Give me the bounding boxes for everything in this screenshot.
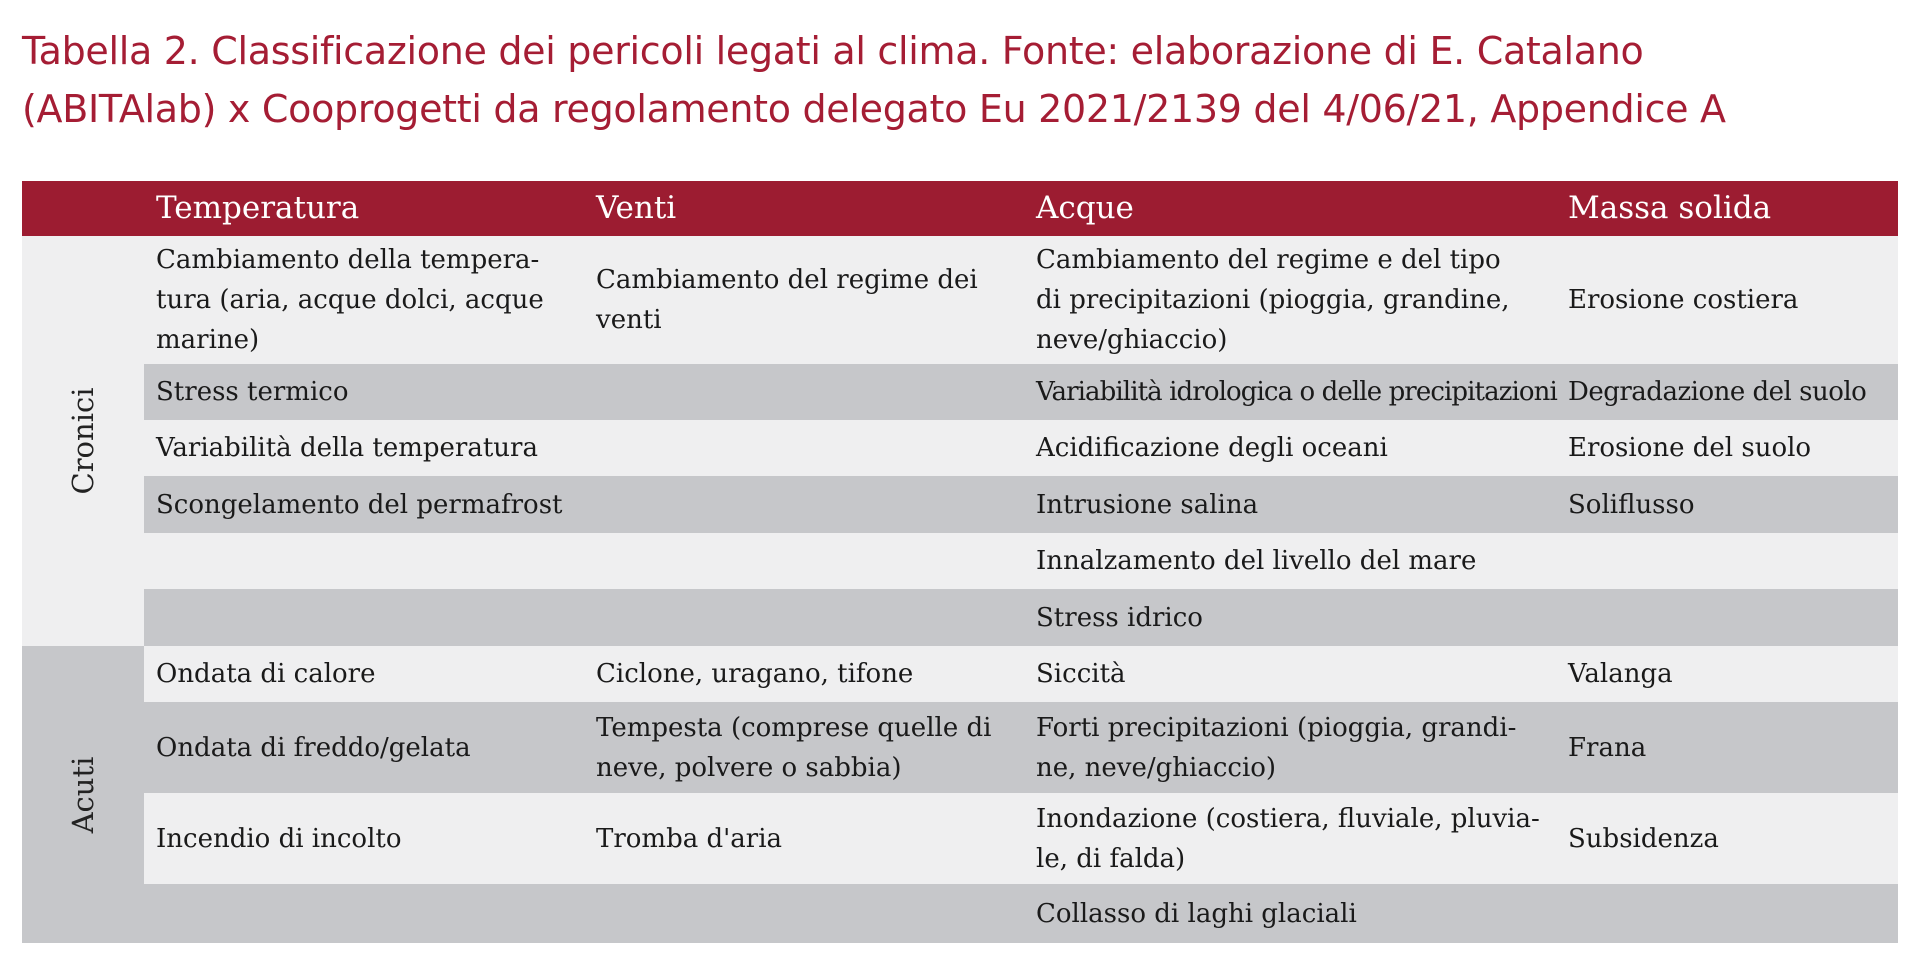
table-header xyxy=(22,181,1898,236)
caption-line-2: (ABITAlab) x Cooprogetti da regolamento delegato Eu 2021/2139 del 4/06/21, Appendice A xyxy=(22,87,1726,131)
table-cell: Soliflusso xyxy=(1568,489,1695,520)
group-label-acuti: Acuti xyxy=(66,756,100,833)
table-row xyxy=(144,364,1898,420)
table-row xyxy=(144,420,1898,476)
table-cell: Forti precipitazioni (pioggia, grandi- ne, neve/ghiaccio) xyxy=(1036,712,1517,783)
table-cell xyxy=(1568,589,1898,646)
table-row xyxy=(144,702,1898,793)
table-cell: Inondazione (costiera, fluviale, pluvia- le, di falda) xyxy=(1036,803,1540,874)
group-cronici xyxy=(22,236,144,646)
table-row xyxy=(144,533,1898,589)
table-row xyxy=(144,793,1898,884)
table-cell: Innalzamento del livello del mare xyxy=(1036,546,1477,576)
table-cell: Tromba d'aria xyxy=(596,823,783,854)
table-cell: Erosione del suolo xyxy=(1568,433,1812,463)
table-cell: Erosione costiera xyxy=(1568,285,1799,315)
header-temperatura: Temperatura xyxy=(156,190,360,226)
header-massa-solida: Massa solida xyxy=(1568,190,1772,226)
table-cell: Tempesta (comprese quelle di neve, polvere o sabbia) xyxy=(596,712,992,783)
table-cell: Subsidenza xyxy=(1568,823,1719,854)
table-cell: Frana xyxy=(1568,732,1647,763)
table-cell: Collasso di laghi glaciali xyxy=(1036,898,1357,929)
table-cell xyxy=(156,589,586,646)
table-cell xyxy=(596,364,1026,420)
table-cell: Stress termico xyxy=(156,377,349,407)
table-cell xyxy=(156,884,586,943)
table-cell: Degradazione del suolo xyxy=(1568,377,1867,407)
table-row xyxy=(144,589,1898,646)
table-cell xyxy=(1568,884,1898,943)
table-cell: Acidificazione degli oceani xyxy=(1036,433,1388,463)
table-cell xyxy=(596,589,1026,646)
table-row xyxy=(144,476,1898,533)
table-cell xyxy=(1568,533,1898,589)
table-cell: Cambiamento del regime dei venti xyxy=(596,265,978,335)
table-cell: Siccità xyxy=(1036,659,1126,689)
table-cell xyxy=(596,533,1026,589)
table-cell xyxy=(596,420,1026,476)
table-cell: Variabilità della temperatura xyxy=(156,433,538,463)
table-row xyxy=(144,646,1898,702)
table-cell: Cambiamento del regime e del tipo di precipitazioni (pioggia, grandine, neve/ghiaccio) xyxy=(1036,245,1510,355)
table-cell: Cambiamento della tempera- tura (aria, acque dolci, acque marine) xyxy=(156,245,544,355)
climate-hazards-table xyxy=(22,181,1898,943)
table-cell: Intrusione salina xyxy=(1036,489,1259,520)
table-caption xyxy=(22,22,1902,138)
table-cell xyxy=(156,533,586,589)
table-row xyxy=(144,236,1898,364)
table-cell xyxy=(596,476,1026,533)
table-row xyxy=(144,884,1898,943)
table-cell: Scongelamento del permafrost xyxy=(156,489,563,520)
group-acuti xyxy=(22,646,144,943)
table-cell: Variabilità idrologica o delle precipitazioni xyxy=(1036,377,1557,407)
caption-line-1: Tabella 2. Classificazione dei pericoli legati al clima. Fonte: elaborazione di E. Catalano xyxy=(22,29,1644,73)
table-cell: Ondata di freddo/gelata xyxy=(156,732,471,763)
group-label-cronici: Cronici xyxy=(66,387,100,495)
header-venti: Venti xyxy=(596,190,677,226)
table-cell xyxy=(596,884,1026,943)
table-cell: Ondata di calore xyxy=(156,659,376,689)
table-cell: Incendio di incolto xyxy=(156,823,402,854)
table-cell: Stress idrico xyxy=(1036,602,1203,633)
table-cell: Ciclone, uragano, tifone xyxy=(596,659,914,689)
header-acque: Acque xyxy=(1036,190,1134,226)
table-cell: Valanga xyxy=(1568,659,1673,689)
